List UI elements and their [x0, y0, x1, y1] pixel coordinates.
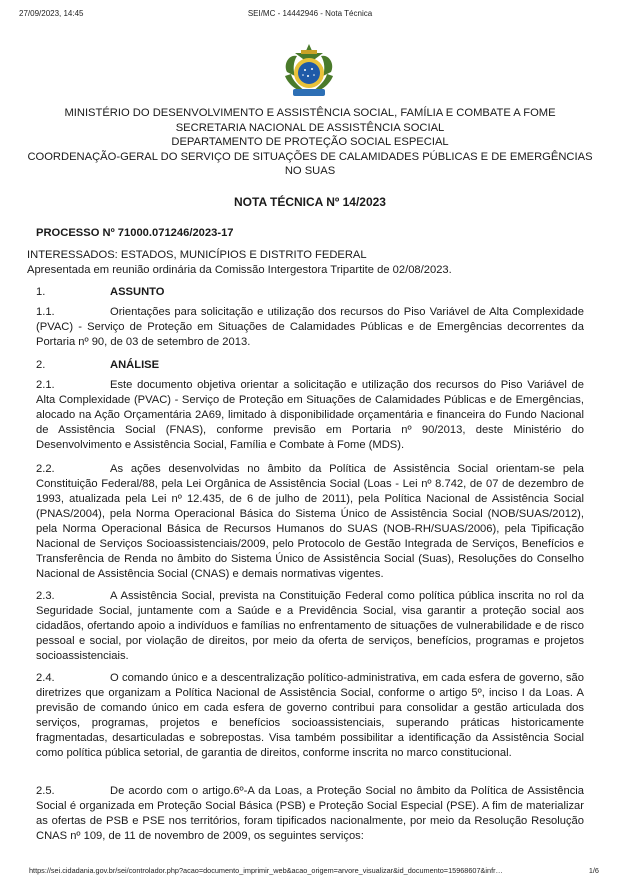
paragraph-number: 2.3. [36, 590, 55, 602]
presented-line: Apresentada em reunião ordinária da Comissão Intergestora Tripartite de 02/08/2023. [27, 264, 452, 276]
coordination-name: COORDENAÇÃO-GERAL DO SERVIÇO DE SITUAÇÕES DE CALAMIDADES PÚBLICAS E DE EMERGÊNCIAS NO SUAS [27, 150, 593, 177]
paragraph-text: Este documento objetiva orientar a solicitação e utilização dos recursos do Piso Variável de Alta Complexidade (PVAC) - Serviço de Proteção em Situações de Calamidades Públicas e de Emergências, alocado na Ação Orçamentária 2A69, limitado à disponibilidade orçamentária e financeira do Fundo Nacional de Assistência Social (FNAS), conforme previsão em Portaria nº 90/2013, deste Ministério do Desenvolvimento e Assistência Social, Família e Combate à Fome (MDS). [36, 379, 584, 451]
print-doc-ref: SEI/MC - 14442946 - Nota Técnica [247, 9, 373, 18]
institution-header [27, 106, 593, 179]
paragraph-2-4 [36, 671, 584, 761]
document-title: NOTA TÉCNICA Nº 14/2023 [234, 195, 386, 209]
paragraph-text: A Assistência Social, prevista na Constituição Federal como política pública inscrita no rol da Seguridade Social, juntamente com a Saúde e a Previdência Social, visa garantir a proteção social aos cidadãos, ofertando apoio a indivíduos e famílias no enfrentamento de situações de vulnerabilidade e de risco pessoal e social, por violação de direitos, por meio da oferta de serviços, benefícios, programas e projetos socioassistenciais. [36, 590, 584, 662]
section-number: 2. [36, 359, 46, 371]
secretariat-name: SECRETARIA NACIONAL DE ASSISTÊNCIA SOCIAL [175, 121, 445, 134]
print-datetime: 27/09/2023, 14:45 [19, 9, 84, 18]
page-number: 1/6 [588, 866, 599, 875]
section-label: ASSUNTO [110, 286, 165, 298]
department-name: DEPARTAMENTO DE PROTEÇÃO SOCIAL ESPECIAL [171, 136, 449, 148]
paragraph-text: O comando único e a descentralização político-administrativa, em cada esfera de governo, são diretrizes que organizam a Política Nacional de Assistência Social, conforme o artigo 5º, inciso I da Loas. A previsão de comando único em cada esfera de governo contribui para consolidar a gestão articulada dos serviços, programas, projetos e benefícios socioassistenciais, superando práticas historicamente fragmentadas, desarticuladas e sobrepostas. Visa também possibilitar a identificação da Assistência Social como política pública setorial, de garantia de direitos, conforme inscrita no marco constitucional. [36, 672, 584, 759]
paragraph-number: 2.5. [36, 785, 55, 797]
paragraph-1-1 [36, 305, 584, 350]
paragraph-number: 2.4. [36, 672, 55, 684]
paragraph-text: Orientações para solicitação e utilização dos recursos do Piso Variável de Alta Complexidade (PVAC) - Serviço de Proteção em Situações de Calamidades Públicas e de Emergências decorrentes da Portaria nº 90, de 03 de setembro de 2013. [36, 306, 584, 348]
section-label: ANÁLISE [110, 359, 160, 371]
ministry-name: MINISTÉRIO DO DESENVOLVIMENTO E ASSISTÊNCIA SOCIAL, FAMÍLIA E COMBATE A FOME [64, 107, 556, 119]
interested-parties [27, 248, 452, 278]
coat-of-arms-icon [279, 42, 339, 100]
paragraph-number: 2.2. [36, 463, 55, 475]
section-number: 1. [36, 286, 46, 298]
paragraph-number: 1.1. [36, 306, 55, 318]
paragraph-text: De acordo com o artigo.6º-A da Loas, a Proteção Social no âmbito da Política de Assistência Social é organizada em Proteção Social Básica (PSB) e Proteção Social Especial (PSE). A fim de materializar as ofertas de PSB e PSE nos territórios, foram tipificados nacionalmente, por meio da Resolução Resolução CNAS nº 109, de 11 de novembro de 2009, os seguintes serviços: [36, 785, 584, 842]
interessados-line: INTERESSADOS: ESTADOS, MUNICÍPIOS E DISTRITO FEDERAL [27, 249, 367, 261]
process-number: PROCESSO Nº 71000.071246/2023-17 [36, 227, 234, 239]
paragraph-2-2 [36, 462, 584, 582]
paragraph-2-3 [36, 589, 584, 664]
paragraph-2-5 [36, 784, 584, 844]
paragraph-2-1 [36, 378, 584, 453]
print-url: https://sei.cidadania.gov.br/sei/controlador.php?acao=documento_imprimir_web&acao_origem=arvore_visualizar&id_documento=15968607&infr… [29, 866, 503, 875]
paragraph-text: As ações desenvolvidas no âmbito da Política de Assistência Social orientam-se pela Constituição Federal/88, pela Lei Orgânica de Assistência Social (Loas - Lei nº 8.742, de 07 de dezembro de 1993, atualizada pela Lei nº 12.435, de 6 de julho de 2011), pela Política Nacional de Assistência Social (PNAS/2004), pela Norma Operacional Básica do Sistema Único de Assistência Social (NOB/SUAS/2012), pela Norma Operacional Básica de Recursos Humanos do SUAS (NOB-RH/SUAS/2006), pela Tipificação Nacional de Serviços Socioassistenciais/2009, pelo Protocolo de Gestão Integrada de Serviços, Benefícios e Transferência de Renda no âmbito do Sistema Único de Assistência Social (Suas), Resoluções do Conselho Nacional de Assistência Social (CNAS) e demais normativas vigentes. [36, 463, 584, 580]
paragraph-number: 2.1. [36, 379, 55, 391]
